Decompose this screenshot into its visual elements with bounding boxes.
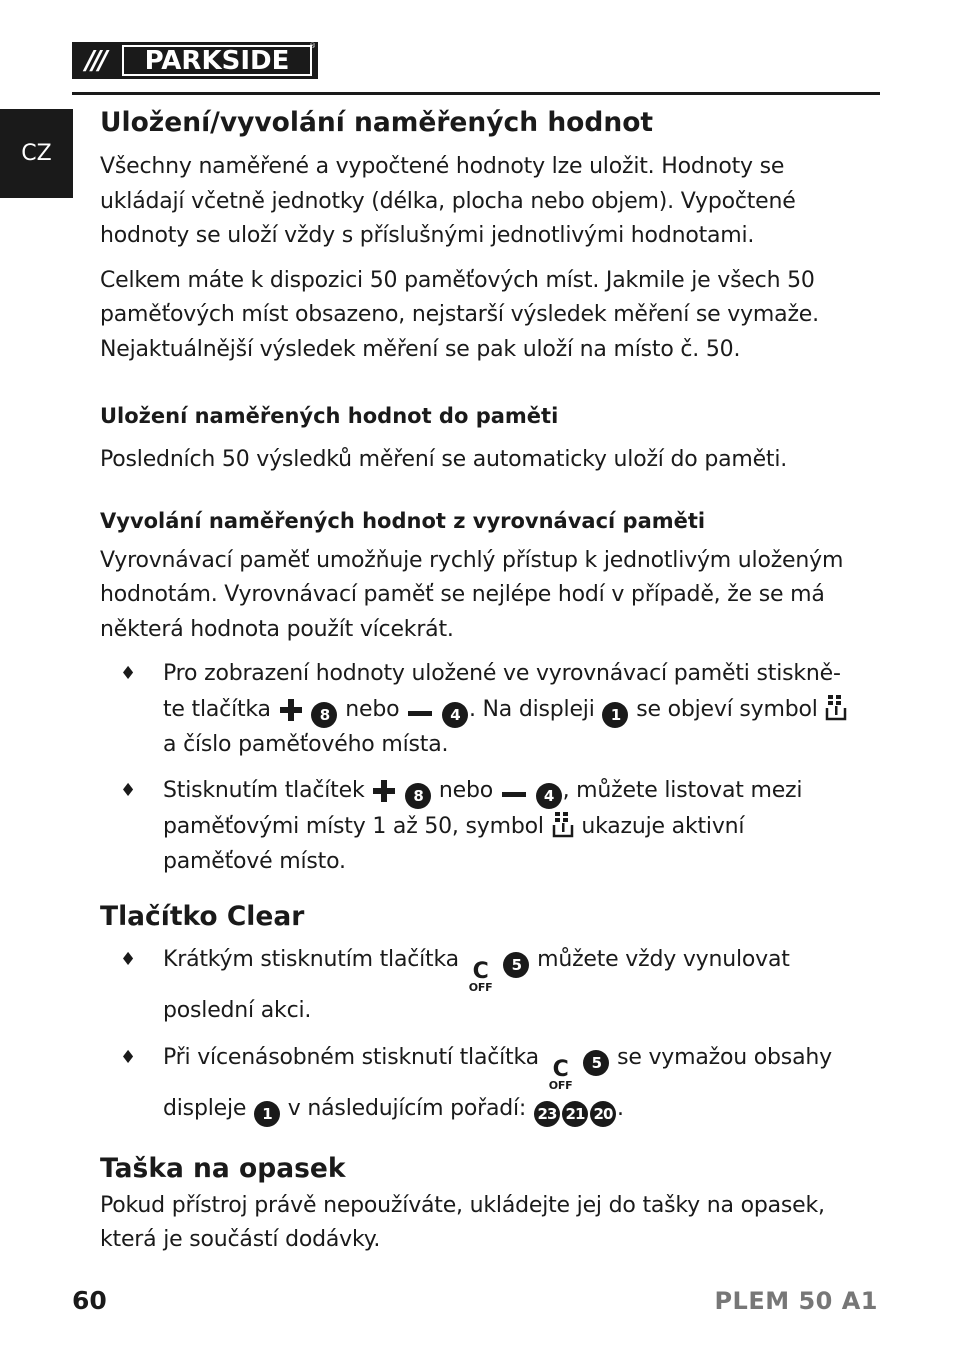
section-title-belt-bag: Taška na opasek xyxy=(100,1152,346,1184)
page-content xyxy=(100,105,860,1268)
text-run: se objeví symbol xyxy=(636,696,818,722)
list-item xyxy=(100,774,860,879)
callout-number: 23 xyxy=(534,1101,560,1127)
text-run: Krátkým stisknutím tlačítka xyxy=(163,947,459,972)
subsection-title-recall: Vyvolání naměřených hodnot z vyrovnávací paměti xyxy=(100,508,706,533)
subsection-title-store: Uložení naměřených hodnot do paměti xyxy=(100,404,559,428)
registered-mark: ® xyxy=(309,42,316,50)
c-label: C xyxy=(472,959,489,984)
text-run: Pro zobrazení hodnoty uložené ve vyrovnávací paměti stiskně-te tlačítka xyxy=(163,661,841,722)
paragraph: Posledních 50 výsledků měření se automaticky uloží do paměti. xyxy=(100,447,788,472)
callout-number: 4 xyxy=(536,783,562,809)
list-item-text xyxy=(163,657,860,762)
bullet-diamond-icon: ♦ xyxy=(120,949,137,970)
callout-number: 21 xyxy=(562,1101,588,1127)
section-title-clear: Tlačítko Clear xyxy=(100,901,305,932)
model-name: PLEM 50 A1 xyxy=(714,1287,878,1315)
callout-number: 20 xyxy=(590,1101,616,1127)
language-tab: CZ xyxy=(0,109,73,198)
text-run: , můžete listovat mezi paměťovými místy 1 až 50, symbol xyxy=(163,778,803,839)
callout-number: 5 xyxy=(503,952,529,978)
text-run: a číslo paměťového místa. xyxy=(163,731,449,757)
text-run: nebo xyxy=(345,696,400,722)
paragraph: Celkem máte k dispozici 50 paměťových míst. Jakmile je všech 50 paměťových míst obsazeno, nejstarší výsledek měření se vymaže. Nejaktuálnější výsledek měření se pak uloží na místo č. 50. xyxy=(100,267,819,362)
logo-wordmark: PARKSIDE xyxy=(122,45,312,76)
callout-number: 5 xyxy=(583,1050,609,1076)
text-run: nebo xyxy=(438,778,493,803)
section-title-store-recall: Uložení/vyvolání naměřených hodnot xyxy=(100,107,654,138)
callout-number: 1 xyxy=(602,702,628,728)
bullet-diamond-icon: ♦ xyxy=(120,1046,137,1068)
plus-icon xyxy=(278,697,304,723)
minus-icon xyxy=(500,778,528,804)
c-off-key-icon xyxy=(468,959,493,994)
text-run: . Na displeji xyxy=(468,696,595,722)
text-run: Při vícenásobném stisknutí tlačítka xyxy=(163,1044,539,1070)
list-item xyxy=(100,657,860,762)
memory-symbol-icon xyxy=(824,692,848,722)
list-item xyxy=(100,1041,860,1127)
list-item-text xyxy=(163,1041,860,1127)
callout-number: 4 xyxy=(442,702,468,728)
bullet-diamond-icon: ♦ xyxy=(120,663,137,684)
page-number: 60 xyxy=(72,1286,107,1315)
minus-icon xyxy=(406,697,434,723)
callout-number: 1 xyxy=(254,1101,280,1127)
off-label: OFF xyxy=(468,981,493,994)
callout-number: 8 xyxy=(311,702,337,728)
text-run: v následujícím pořadí: xyxy=(287,1095,527,1121)
paragraph: Pokud přístroj právě nepoužíváte, ukládejte jej do tašky na opasek, která je součástí dodávky. xyxy=(100,1192,825,1252)
logo-slashes: /// xyxy=(85,45,105,76)
text-run: se vymažou obsahy displeje xyxy=(163,1044,832,1121)
memory-symbol-icon xyxy=(551,809,575,839)
parkside-logo xyxy=(72,42,318,79)
c-label: C xyxy=(552,1056,569,1082)
text-run: ukazuje aktivní paměťové místo. xyxy=(163,814,745,874)
list-item-text xyxy=(163,774,860,879)
list-item xyxy=(100,943,860,1029)
header-rule xyxy=(72,92,880,95)
callout-number: 8 xyxy=(405,783,431,809)
bullet-diamond-icon: ♦ xyxy=(120,780,137,801)
paragraph: Vyrovnávací paměť umožňuje rychlý přístup k jednotlivým uloženým hodnotám. Vyrovnávací paměť se nejlépe hodí v případě, že se má některá hodnota použít vícekrát. xyxy=(100,547,844,642)
text-run: Stisknutím tlačítek xyxy=(163,778,365,803)
paragraph: Všechny naměřené a vypočtené hodnoty lze uložit. Hodnoty se ukládají včetně jednotky (délka, plocha nebo objem). Vypočtené hodnoty se uloží vždy s příslušnými jednotlivými hodnotami. xyxy=(100,154,796,248)
plus-icon xyxy=(371,778,397,804)
text-run: . xyxy=(616,1095,624,1121)
off-label: OFF xyxy=(548,1078,573,1092)
c-off-key-icon xyxy=(548,1056,573,1092)
text-run: můžete vždy vynulovat poslední akci. xyxy=(163,947,790,1023)
list-item-text xyxy=(163,943,860,1029)
